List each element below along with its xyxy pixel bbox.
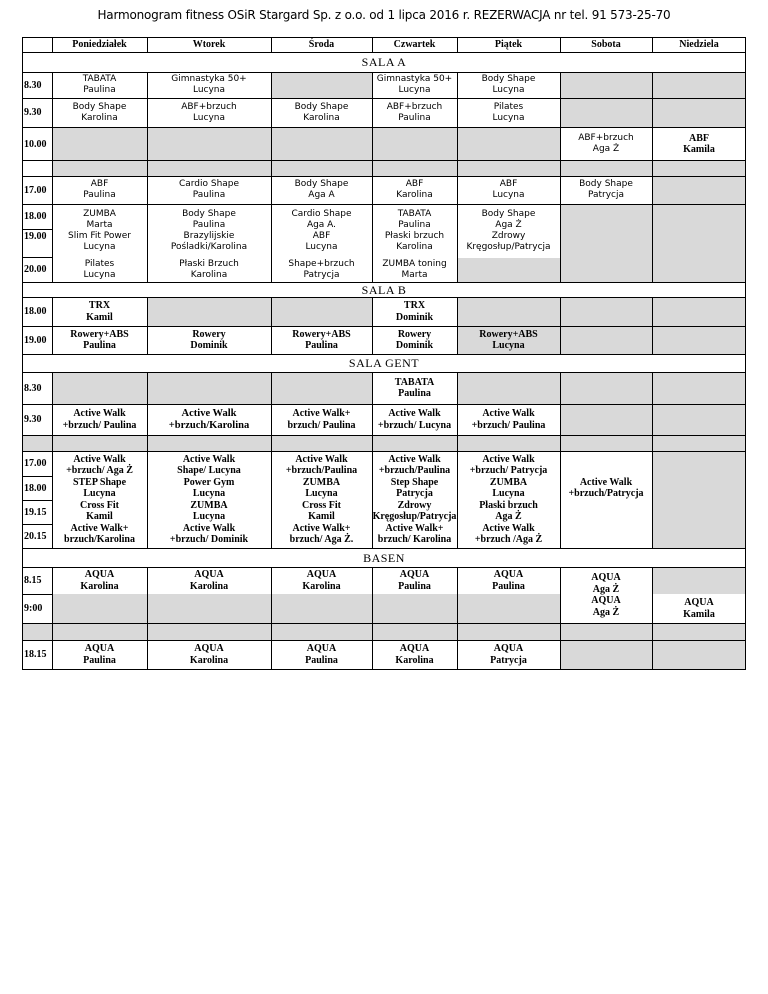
class-cell: AQUA Karolina: [395, 643, 434, 666]
time-label: 9.30: [24, 414, 42, 425]
day-header-wednesday: Środa: [308, 39, 335, 50]
time-label: 17.00: [24, 184, 47, 196]
time-label: 18.00: [24, 482, 47, 494]
class-cell: ABF+brzuch Lucyna: [181, 101, 237, 123]
time-label: 18.00: [24, 306, 47, 317]
class-cell: Rowery+ABS Paulina: [70, 328, 129, 351]
empty-cell: [560, 160, 652, 176]
class-cell: Body Shape Aga A: [294, 179, 349, 200]
empty-cell: [52, 128, 560, 160]
class-cell: ABF+brzuch Paulina: [386, 101, 443, 123]
time-label: 18.00: [24, 211, 47, 222]
class-cell: AQUA Paulina: [398, 569, 431, 592]
section-title-sala-gent: SALA GENT: [348, 356, 420, 370]
empty-cell: [52, 373, 372, 404]
class-cell: Active Walk +brzuch/Patrycja: [568, 476, 644, 499]
class-cell: TABATA Paulina: [82, 74, 117, 95]
empty-cell: [52, 160, 560, 176]
empty-cell: [652, 451, 746, 548]
class-cell: Gimnastyka 50+ Lucyna: [376, 74, 453, 95]
class-cell: Rowery Dominik: [395, 328, 434, 351]
empty-cell: [22, 623, 746, 640]
class-cell: Active Walk +brzuch/Paulina Step Shape Patrycja Zdrowy Kręgosłup/Patrycja Active Walk+ brzuch/ Karolina: [372, 453, 457, 545]
class-cell: ABF Paulina: [83, 179, 116, 200]
class-cell: Shape+brzuch Patrycja: [288, 258, 355, 280]
empty-cell: [560, 640, 746, 669]
class-cell: AQUA Paulina: [305, 643, 338, 666]
class-cell: Body Shape Aga Ż Zdrowy Kręgosłup/Patrycja: [466, 208, 551, 252]
empty-cell: [22, 435, 746, 451]
class-cell: Body Shape Lucyna: [481, 74, 536, 95]
day-header-monday: Poniedziałek: [72, 39, 127, 50]
class-cell: Cardio Shape Aga A. ABF Lucyna: [291, 208, 352, 252]
document-title: Harmonogram fitness OSiR Stargard Sp. z o.o. od 1 lipca 2016 r. REZERWACJA nr tel. 91 573-25-70: [97, 8, 671, 22]
section-title-sala-a: SALA A: [361, 55, 407, 69]
class-cell: Active Walk +brzuch/ Patrycja ZUMBA Lucyna Płaski brzuch Aga Ż Active Walk +brzuch /Aga Ż: [469, 453, 548, 545]
time-label: 8.30: [24, 79, 42, 91]
class-cell: AQUA Patrycja: [490, 643, 527, 666]
class-cell: AQUA Karolina: [189, 569, 229, 592]
day-header-thursday: Czwartek: [393, 39, 436, 50]
empty-cell: [652, 567, 746, 594]
class-cell: Active Walk +brzuch/ Lucyna: [377, 408, 452, 431]
class-cell: Active Walk Shape/ Lucyna Power Gym Lucyna ZUMBA Lucyna Active Walk +brzuch/ Dominik: [169, 453, 249, 545]
class-cell: Active Walk +brzuch/ Aga Ż STEP Shape Lucyna Cross Fit Kamil Active Walk+ brzuch/Karolina: [64, 453, 135, 545]
class-cell: AQUA Paulina: [83, 643, 116, 666]
class-cell: Cardio Shape Paulina: [178, 179, 240, 200]
empty-cell: [147, 298, 372, 327]
time-label: 20.15: [24, 530, 47, 542]
class-cell: ABF+brzuch Aga Ż: [578, 133, 634, 154]
section-title-basen: BASEN: [363, 551, 405, 565]
class-cell: Gimnastyka 50+ Lucyna: [171, 74, 247, 95]
empty-cell: [652, 177, 746, 204]
empty-cell: [560, 404, 746, 435]
class-cell: AQUA Kamila: [683, 597, 715, 620]
class-cell: Rowery Dominik: [190, 328, 228, 351]
day-header-saturday: Sobota: [591, 39, 621, 50]
class-cell: AQUA Karolina: [80, 569, 119, 592]
empty-cell: [652, 160, 746, 176]
class-cell: TRX Kamil: [86, 300, 113, 323]
time-label: 19.15: [24, 506, 47, 518]
class-cell: Active Walk +brzuch/ Paulina: [471, 408, 546, 431]
class-cell: AQUA Paulina: [492, 569, 525, 592]
empty-cell: [457, 258, 560, 282]
section-title-sala-b: SALA B: [361, 283, 407, 297]
time-label: 9.30: [24, 107, 42, 118]
day-header-tuesday: Wtorek: [192, 39, 226, 50]
class-cell: Active Walk+ brzuch/ Paulina: [287, 408, 356, 431]
time-label: 19.00: [24, 231, 47, 242]
class-cell: Rowery+ABS Lucyna: [479, 328, 538, 351]
time-label: 9:00: [24, 603, 43, 614]
class-cell: Active Walk +brzuch/Paulina ZUMBA Lucyna Cross Fit Kamil Active Walk+ brzuch/ Aga Ż.: [285, 453, 358, 545]
time-label: 17.00: [24, 458, 47, 469]
empty-cell: [271, 72, 372, 98]
class-cell: Płaski Brzuch Karolina: [179, 258, 239, 280]
class-cell: ZUMBA Marta Slim Fit Power Lucyna: [68, 208, 131, 252]
class-cell: Body Shape Karolina: [294, 101, 349, 123]
empty-cell: [560, 327, 746, 354]
class-cell: Body Shape Karolina: [72, 101, 127, 123]
class-cell: Pilates Lucyna: [83, 258, 116, 280]
schedule-table: [22, 0, 746, 994]
class-cell: ABF Lucyna: [492, 179, 525, 200]
day-header-friday: Piątek: [494, 39, 523, 50]
class-cell: Rowery+ABS Paulina: [292, 328, 351, 351]
class-cell: Active Walk +brzuch/ Paulina: [62, 408, 137, 431]
time-label: 20.00: [24, 264, 47, 275]
time-label: 19.00: [24, 334, 47, 346]
class-cell: ZUMBA toning Marta: [382, 258, 447, 280]
class-cell: Active Walk +brzuch/Karolina: [168, 408, 250, 431]
empty-cell: [652, 72, 746, 127]
day-header-sunday: Niedziela: [679, 39, 719, 50]
class-cell: AQUA Karolina: [302, 569, 341, 592]
class-cell: Body Shape Paulina Brazylijskie Pośladki/Karolina: [170, 208, 248, 252]
class-cell: TABATA Paulina Płaski brzuch Karolina: [384, 208, 445, 252]
class-cell: Body Shape Patrycja: [579, 179, 633, 200]
time-label: 18.15: [24, 649, 47, 660]
time-label: 10.00: [24, 138, 47, 150]
empty-cell: [560, 72, 652, 127]
class-cell: TABATA Paulina: [394, 376, 435, 399]
empty-cell: [52, 594, 560, 623]
class-cell: AQUA Aga Ż AQUA Aga Ż: [591, 572, 621, 618]
time-label: 8.30: [24, 382, 42, 394]
empty-cell: [560, 205, 746, 282]
class-cell: ABF Kamila: [683, 132, 715, 155]
time-label: 8.15: [24, 575, 42, 586]
class-cell: TRX Dominik: [395, 300, 434, 323]
class-cell: ABF Karolina: [396, 179, 433, 200]
class-cell: Pilates Lucyna: [492, 101, 525, 123]
class-cell: AQUA Karolina: [189, 643, 229, 666]
empty-cell: [457, 373, 746, 404]
